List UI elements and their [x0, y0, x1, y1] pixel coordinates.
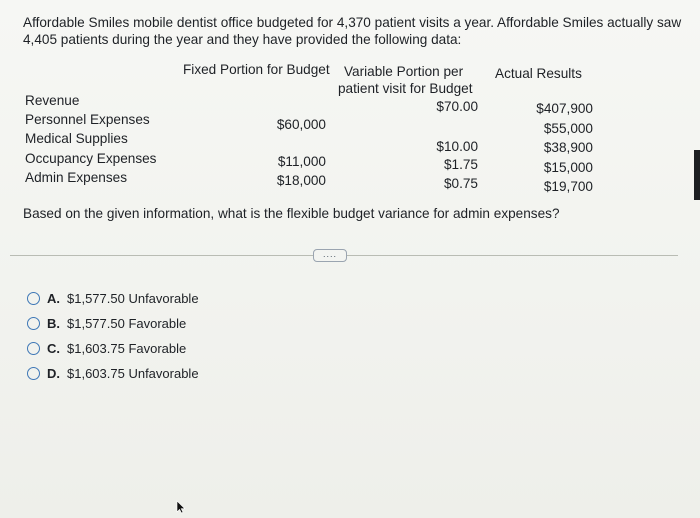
- option-b[interactable]: [27, 311, 199, 336]
- cell-occupancy-variable: $1.75: [443, 157, 478, 172]
- answer-options: [27, 286, 199, 386]
- row-label-occupancy: Occupancy Expenses: [25, 151, 157, 166]
- stem-line-2: 4,405 patients during the year and they have provided the following data:: [23, 32, 462, 47]
- option-a[interactable]: [27, 286, 199, 311]
- window-edge: [694, 150, 700, 200]
- row-label-medical: Medical Supplies: [25, 131, 128, 146]
- header-fixed-portion: Fixed Portion for Budget: [183, 62, 330, 77]
- option-text: $1,577.50 Favorable: [67, 316, 187, 331]
- header-variable-portion-line1: Variable Portion per: [344, 64, 464, 79]
- option-letter: A.: [47, 291, 60, 306]
- option-text: $1,603.75 Unfavorable: [67, 366, 199, 381]
- radio-icon[interactable]: [27, 292, 40, 305]
- option-d[interactable]: [27, 361, 199, 386]
- radio-icon[interactable]: [27, 367, 40, 380]
- cell-admin-fixed: $18,000: [276, 173, 326, 188]
- option-letter: B.: [47, 316, 60, 331]
- header-actual-results: Actual Results: [495, 66, 582, 81]
- row-label-revenue: Revenue: [25, 93, 80, 108]
- cell-revenue-actual: $407,900: [536, 101, 593, 116]
- cell-personnel-actual: $55,000: [543, 121, 593, 136]
- row-label-admin: Admin Expenses: [25, 170, 128, 185]
- stem-line-1: Affordable Smiles mobile dentist office budgeted for 4,370 patient visits a year. Affordable Smiles actually saw: [23, 15, 682, 30]
- cell-admin-variable: $0.75: [443, 176, 478, 191]
- cell-medical-actual: $38,900: [543, 140, 593, 155]
- cell-admin-actual: $19,700: [543, 179, 593, 194]
- option-text: $1,603.75 Favorable: [67, 341, 187, 356]
- cell-revenue-variable: $70.00: [436, 99, 478, 114]
- header-variable-portion-line2: patient visit for Budget: [338, 81, 473, 96]
- question-prompt: Based on the given information, what is the flexible budget variance for admin expenses?: [23, 206, 560, 221]
- question-stem: [23, 14, 688, 48]
- more-options-button[interactable]: ....: [313, 249, 347, 262]
- cell-personnel-fixed: $60,000: [276, 117, 326, 132]
- option-text: $1,577.50 Unfavorable: [67, 291, 199, 306]
- cell-occupancy-actual: $15,000: [543, 160, 593, 175]
- cell-medical-variable: $10.00: [436, 139, 478, 154]
- row-label-personnel: Personnel Expenses: [25, 112, 150, 127]
- option-c[interactable]: [27, 336, 199, 361]
- radio-icon[interactable]: [27, 317, 40, 330]
- radio-icon[interactable]: [27, 342, 40, 355]
- option-letter: C.: [47, 341, 60, 356]
- option-letter: D.: [47, 366, 60, 381]
- cell-occupancy-fixed: $11,000: [277, 154, 326, 169]
- mouse-cursor-icon: [176, 500, 186, 514]
